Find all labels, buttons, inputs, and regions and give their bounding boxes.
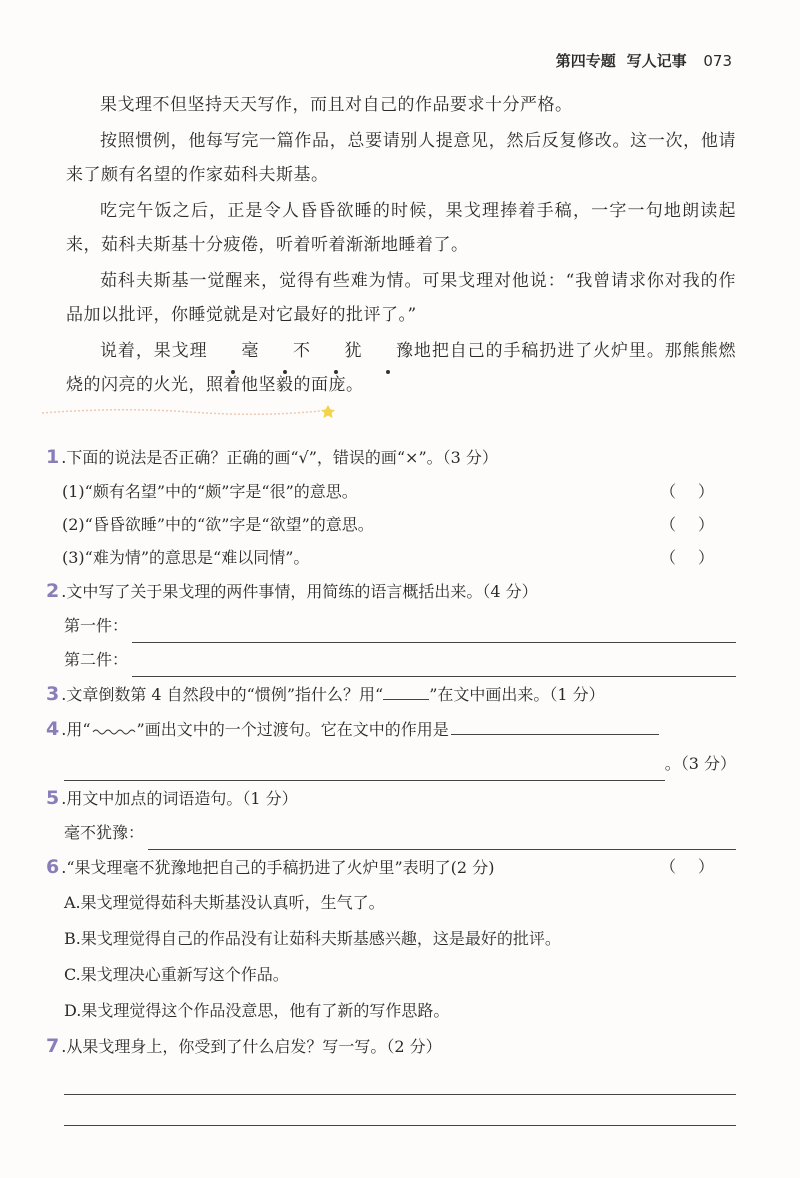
dotted-char: 不 <box>259 334 311 368</box>
answer-box[interactable]: （） <box>659 482 736 501</box>
question-text: ”画出文中的一个过渡句。它在文中的作用是 <box>136 720 449 739</box>
item-text: (3)“难为情”的意思是“难以同情”。 <box>62 548 310 567</box>
question-text: 。（3 分） <box>664 754 736 773</box>
question-3 <box>46 677 736 712</box>
paragraph-1: 果戈理不但坚持天天写作，而且对自己的作品要求十分严格。 <box>100 95 573 115</box>
question-text: .文中写了关于果戈理的两件事情，用简练的语言概括出来。（4 分） <box>61 582 538 601</box>
question-1 <box>46 440 736 475</box>
questions-section <box>46 440 736 1126</box>
question-number: 2 <box>46 580 60 602</box>
question-number: 6 <box>46 856 60 878</box>
question-number: 5 <box>46 787 60 809</box>
fill-label: 第一件： <box>64 616 129 635</box>
answer-first-event <box>46 609 736 643</box>
true-false-item <box>46 508 736 541</box>
answer-line[interactable] <box>148 823 736 850</box>
question-number: 3 <box>46 683 60 705</box>
question-text: .用文中加点的词语造句。（1 分） <box>61 789 298 808</box>
fill-label: 第二件： <box>64 650 129 669</box>
answer-second-event <box>46 643 736 677</box>
answer-box[interactable]: （） <box>659 857 736 876</box>
dotted-char: 豫 <box>362 334 414 368</box>
question-4 <box>46 712 736 747</box>
question-text: ”在文中画出来。（1 分） <box>429 685 605 704</box>
star-icon <box>321 405 335 418</box>
question-number: 7 <box>46 1035 60 1057</box>
question-text: .“果戈理毫不犹豫地把自己的手稿扔进了火炉里”表明了(2 分) <box>61 858 495 877</box>
answer-line[interactable] <box>64 754 665 781</box>
dotted-char: 毫 <box>208 334 260 368</box>
section-title: 写人记事 <box>626 52 687 70</box>
answer-line[interactable] <box>132 616 736 643</box>
answer-box[interactable]: （） <box>659 548 736 567</box>
section-label: 第四专题 <box>555 52 616 70</box>
dotted-char: 犹 <box>311 334 363 368</box>
answer-sentence <box>46 816 736 850</box>
decorative-divider <box>40 403 335 419</box>
paragraph-2: 按照惯例，他每写完一篇作品，总要请别人提意见，然后反复修改。这一次，他请来了颇有名望的作家茹科夫斯基。 <box>66 131 736 185</box>
question-6 <box>46 850 736 885</box>
answer-line[interactable] <box>132 650 736 677</box>
answer-function <box>46 747 736 781</box>
question-text: .用“ <box>61 720 91 739</box>
wavy-line-mark <box>91 721 137 735</box>
reading-passage <box>66 88 736 404</box>
question-number: 1 <box>46 446 60 468</box>
answer-line[interactable] <box>64 1095 736 1126</box>
option-c: C.果戈理决心重新写这个作品。 <box>64 965 289 984</box>
question-5 <box>46 781 736 816</box>
question-7 <box>46 1029 736 1064</box>
true-false-item <box>46 475 736 508</box>
option-d: D.果戈理觉得这个作品没意思，他有了新的写作思路。 <box>64 1001 450 1020</box>
true-false-item <box>46 541 736 574</box>
option-a: A.果戈理觉得茹科夫斯基没认真听，生气了。 <box>64 893 385 912</box>
underline-mark <box>383 683 429 700</box>
option-b: B.果戈理觉得自己的作品没有让茹科夫斯基感兴趣，这是最好的批评。 <box>64 929 561 948</box>
answer-line[interactable] <box>64 1064 736 1095</box>
paragraph-5-start: 说着，果戈理 <box>100 341 208 361</box>
question-text: .下面的说法是否正确？正确的画“√”，错误的画“×”。（3 分） <box>61 448 498 467</box>
question-number: 4 <box>46 718 60 740</box>
paragraph-5-end: 地把自己的手稿扔进了火炉里。那熊熊燃烧的闪亮的火光，照着他坚毅的面庞。 <box>66 341 736 395</box>
paragraph-5 <box>66 334 736 402</box>
question-2 <box>46 574 736 609</box>
question-text: .从果戈理身上，你受到了什么启发？写一写。（2 分） <box>61 1037 442 1056</box>
paragraph-3: 吃完午饭之后，正是令人昏昏欲睡的时候，果戈理捧着手稿，一字一句地朗读起来，茹科夫斯基十分疲倦，听着听着渐渐地睡着了。 <box>66 201 736 255</box>
answer-line[interactable] <box>451 718 659 735</box>
page-number: 073 <box>703 52 732 70</box>
item-text: (2)“昏昏欲睡”中的“欲”字是“欲望”的意思。 <box>62 515 374 534</box>
fill-label: 毫不犹豫： <box>64 823 145 842</box>
question-text: .文章倒数第 4 自然段中的“惯例”指什么？用“ <box>61 685 384 704</box>
answer-box[interactable]: （） <box>659 515 736 534</box>
page-header <box>556 50 732 71</box>
paragraph-4: 茹科夫斯基一觉醒来，觉得有些难为情。可果戈理对他说：“我曾请求你对我的作品加以批评，你睡觉就是对它最好的批评了。” <box>66 271 736 325</box>
item-text: (1)“颇有名望”中的“颇”字是“很”的意思。 <box>62 482 358 501</box>
